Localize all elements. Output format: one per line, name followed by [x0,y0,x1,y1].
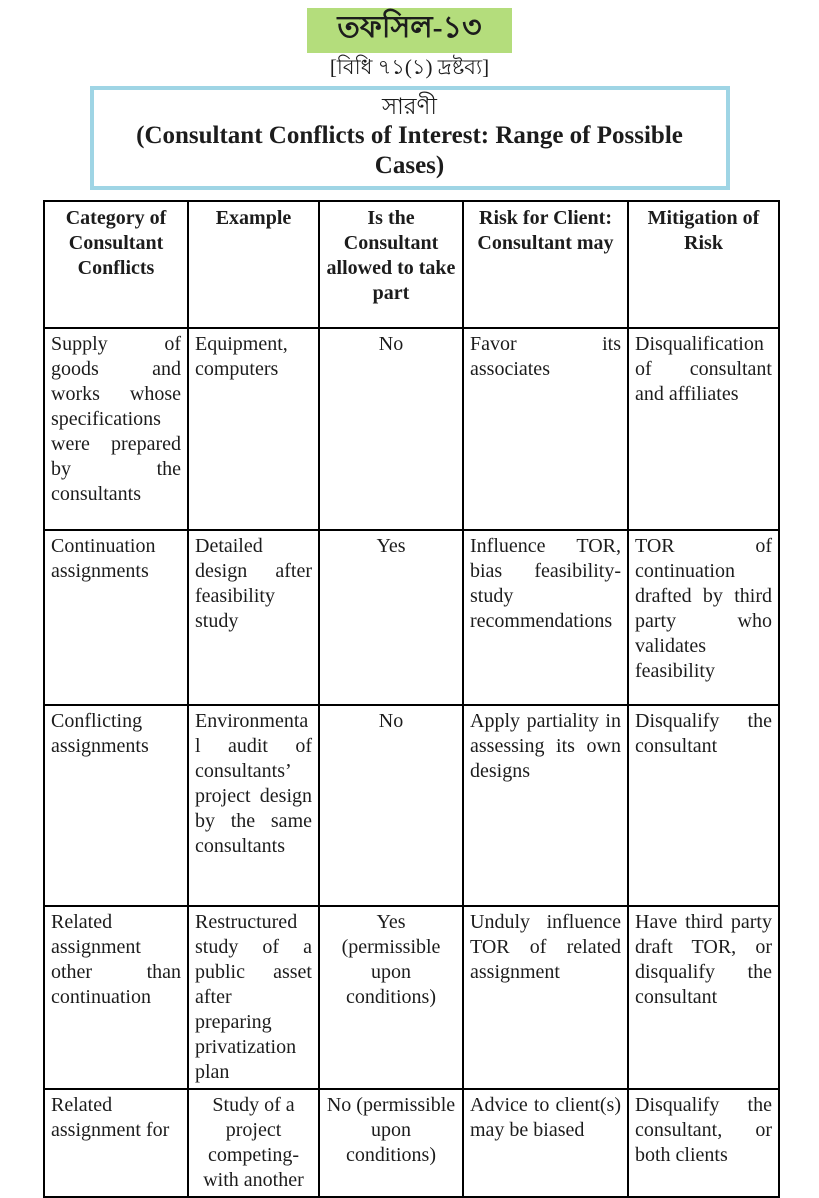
table-cell: Disqualification of consultant and affiliates [628,328,779,530]
document-page [0,8,819,1198]
column-header-category: Category of Consultant Conflicts [44,201,188,328]
table-cell: Conflicting assignments [44,705,188,906]
table-cell: Disqualify the consultant, or both clients [628,1089,779,1197]
table-cell: Influence TOR, bias feasibility-study recommendations [463,530,628,705]
column-header-risk: Risk for Client: Consultant may [463,201,628,328]
table-cell: Yes [319,530,463,705]
table-cell: TOR of continuation drafted by third party who validates feasibility [628,530,779,705]
table-cell: Related assignment for [44,1089,188,1197]
table-cell: Favor its associates [463,328,628,530]
table-cell: No [319,705,463,906]
table-cell: Detailed design after feasibility study [188,530,319,705]
table-cell: Continuation assignments [44,530,188,705]
table-cell: Related assignment other than continuation [44,906,188,1089]
table-row [44,328,779,530]
rule-reference: [বিধি ৭১(১) দ্রষ্টব্য] [329,54,490,79]
table-cell: Supply of goods and works whose specifications were prepared by the consultants [44,328,188,530]
table-cell: Disqualify the consultant [628,705,779,906]
table-header-row [44,201,779,328]
consultant-conflicts-table [43,200,780,1198]
column-header-example: Example [188,201,319,328]
column-header-allowed: Is the Consultant allowed to take part [319,201,463,328]
table-title-bangla: সারণী [381,93,437,119]
table-cell: Study of a project competing- with another [188,1089,319,1197]
table-cell: Have third party draft TOR, or disqualify the consultant [628,906,779,1089]
table-row [44,705,779,906]
schedule-heading-highlight [307,8,511,53]
table-cell: Environmental audit of consultants’ project design by the same consultants [188,705,319,906]
table-cell: Restructured study of a public asset after preparing privatization plan [188,906,319,1089]
table-row [44,530,779,705]
table-cell: Advice to client(s) may be biased [463,1089,628,1197]
table-cell: No (permissible upon conditions) [319,1089,463,1197]
table-cell: No [319,328,463,530]
table-title-english: (Consultant Conflicts of Interest: Range of Possible Cases) [136,122,683,180]
table-cell: Equipment, computers [188,328,319,530]
schedule-heading-text: তফসিল-১৩ [337,11,482,44]
table-cell: Yes (permissible upon conditions) [319,906,463,1089]
column-header-mitigation: Mitigation of Risk [628,201,779,328]
table-cell: Apply partiality in assessing its own designs [463,705,628,906]
table-title-box [90,86,730,191]
table-cell: Unduly influence TOR of related assignment [463,906,628,1089]
table-row [44,906,779,1089]
table-row [44,1089,779,1197]
